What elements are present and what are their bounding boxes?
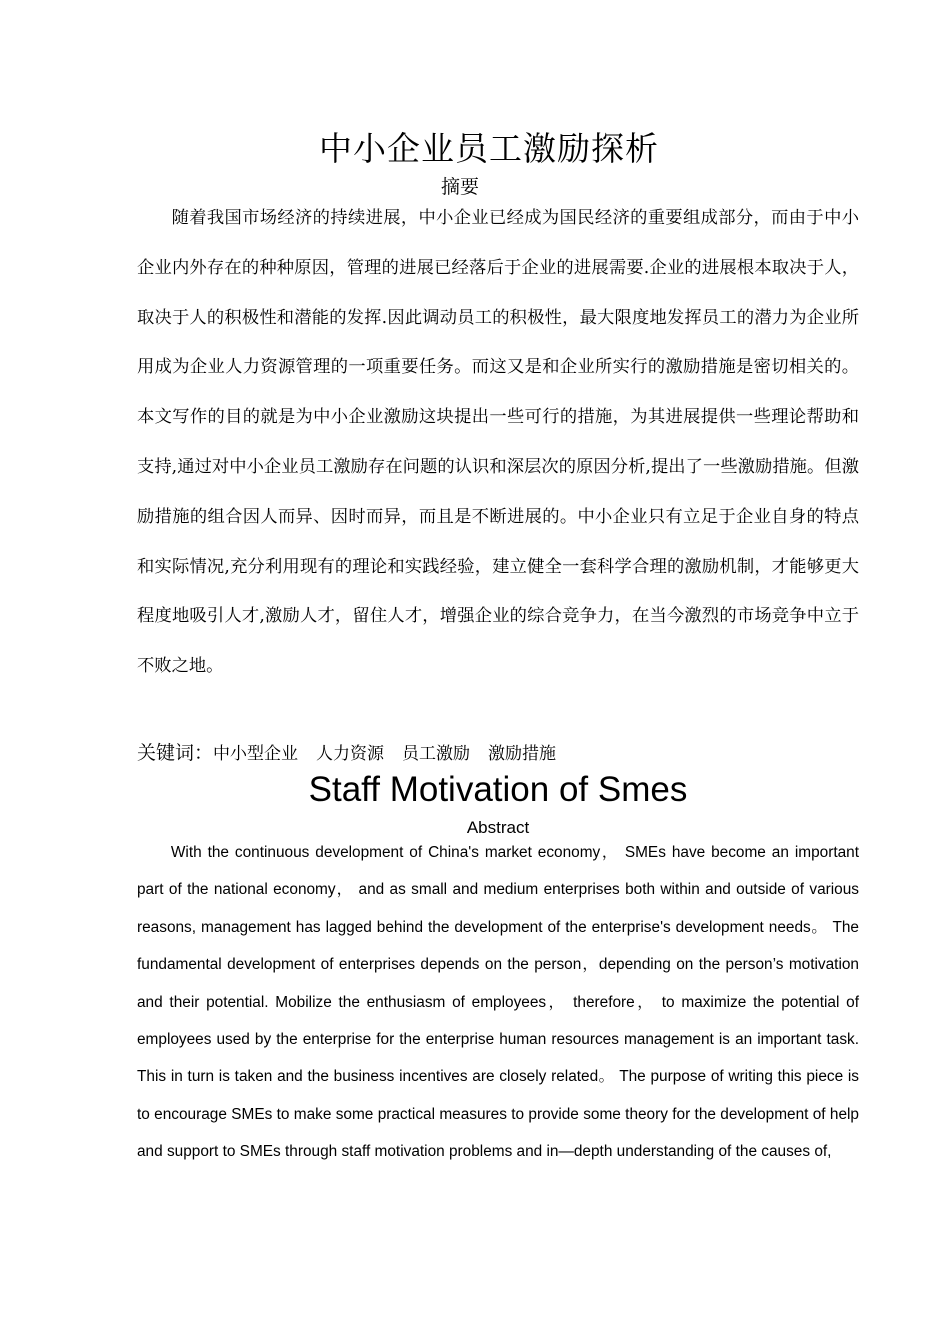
english-abstract-paragraph: With the continuous development of China's market economy， SMEs have become an important part of the national economy， and as small and medium enterprises both within and outside of various reasons, management has lagged behind the development of the enterprise's development needs。 The fundamental development of enterprises depends on the person，depending on the person’s motivation and their potential. Mobilize the enthusiasm of employees， therefore， to maximize the potential of employees used by the enterprise for the enterprise human resources management is an important task. This in turn is taken and the business incentives are closely related。 The purpose of writing this piece is to encourage SMEs to make some practical measures to provide some theory for the development of help and support to SMEs through staff motivation problems and in—depth understanding of the causes of, [137, 844, 859, 1161]
chinese-title: 中小企业员工激励探析 [319, 129, 659, 168]
keywords-label: 关键词： [137, 742, 214, 764]
keyword-item: 员工激励 [402, 744, 471, 764]
keyword-item: 中小型企业 [213, 744, 299, 764]
chinese-keywords [137, 738, 859, 769]
keyword-item: 激励措施 [488, 744, 557, 764]
chinese-abstract-heading: 摘要 [440, 176, 479, 198]
chinese-abstract-paragraph: 随着我国市场经济的持续进展，中小企业已经成为国民经济的重要组成部分，而由于中小企业内外存在的种种原因，管理的进展已经落后于企业的进展需要.企业的进展根本取决于人，取决于人的积极性和潜能的发挥.因此调动员工的积极性，最大限度地发挥员工的潜力为企业所用成为企业人力资源管理的一项重要任务。而这又是和企业所实行的激励措施是密切相关的。本文写作的目的就是为中小企业激励这块提出一些可行的措施，为其进展提供一些理论帮助和支持,通过对中小企业员工激励存在问题的认识和深层次的原因分析,提出了一些激励措施。但激励措施的组合因人而异、因时而异，而且是不断进展的。中小企业只有立足于企业自身的特点和实际情况,充分利用现有的理论和实践经验，建立健全一套科学合理的激励机制，才能够更大程度地吸引人才,激励人才，留住人才，增强企业的综合竞争力，在当今激烈的市场竞争中立于不败之地。 [137, 208, 859, 677]
keyword-item: 人力资源 [316, 744, 385, 764]
english-title: Staff Motivation of Smes [308, 770, 688, 809]
english-abstract-heading: Abstract [466, 818, 530, 837]
